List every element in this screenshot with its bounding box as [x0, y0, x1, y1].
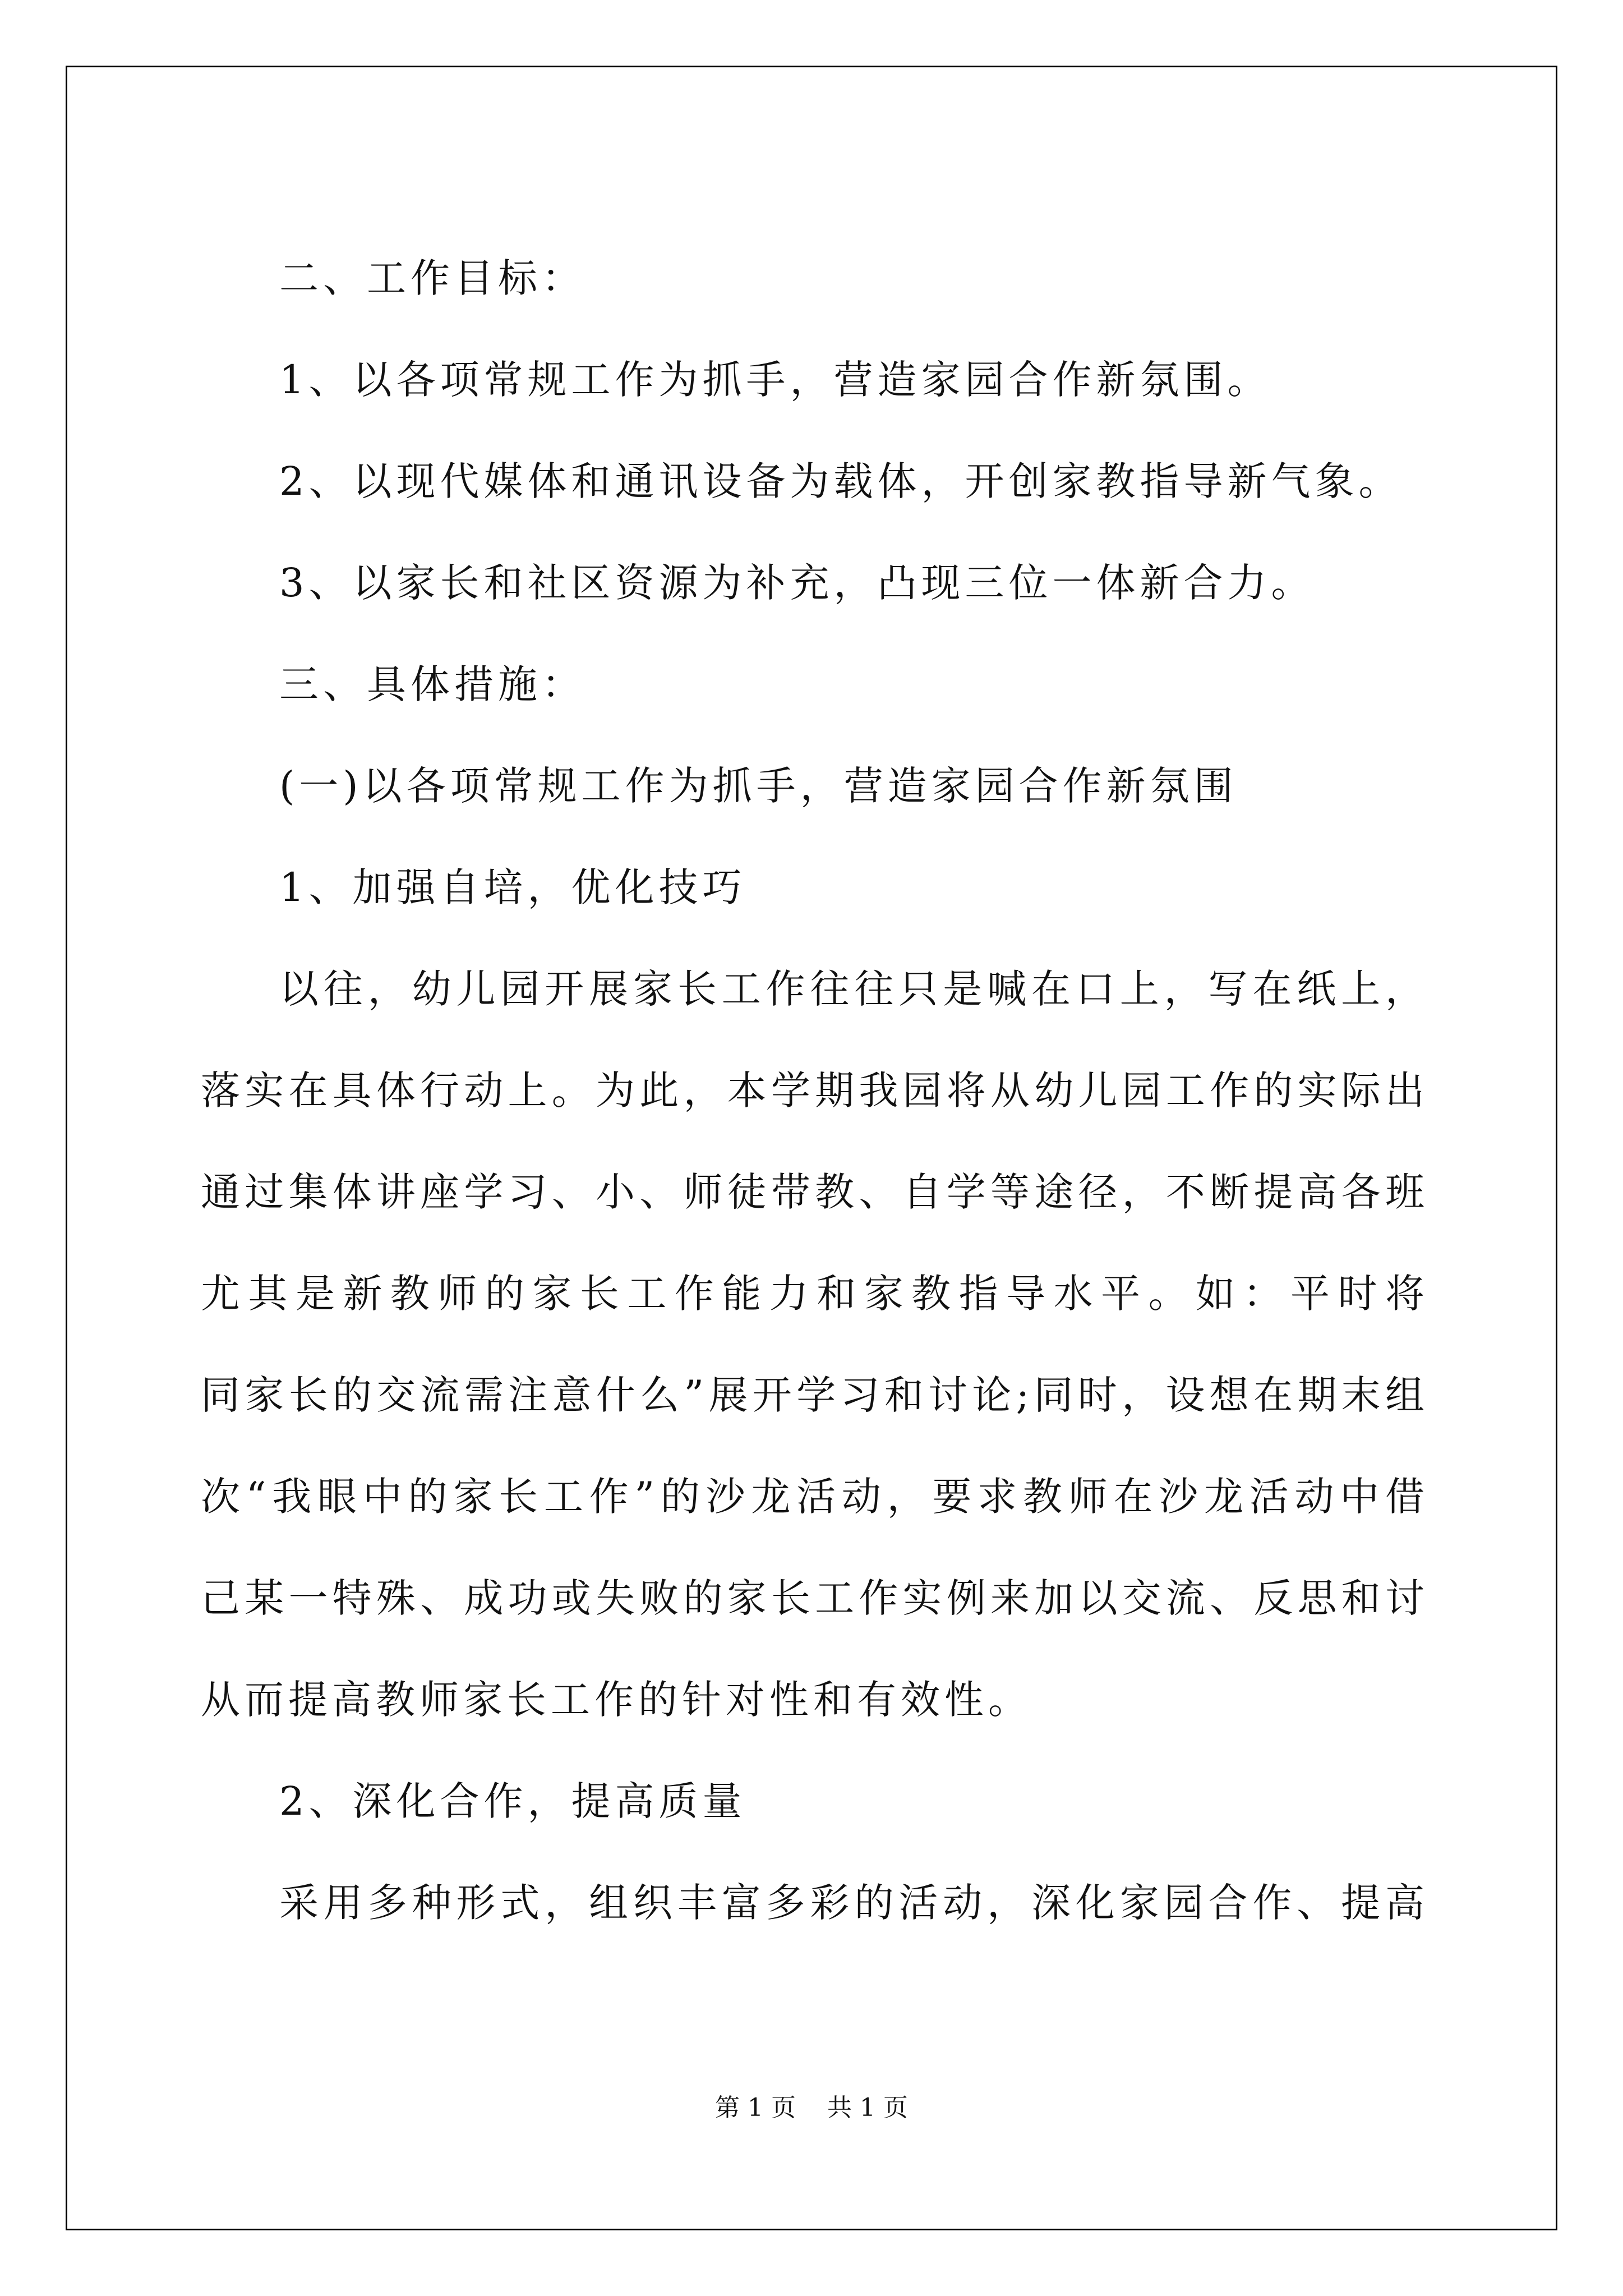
document-body	[201, 228, 1429, 1954]
paragraph-line: 次“我眼中的家长工作”的沙龙活动，要求教师在沙龙活动中借	[201, 1474, 1429, 1520]
paragraph-line: 采用多种形式，组织丰富多彩的活动，深化家园合作、提高	[279, 1880, 1429, 1926]
paragraph-line: 通过集体讲座学习、小、师徒带教、自学等途径，不断提高各班	[201, 1169, 1429, 1215]
paragraph-line: 己某一特殊、成功或失败的家长工作实例来加以交流、反思和讨	[201, 1575, 1429, 1621]
section-heading-measures: 三、具体措施：	[279, 661, 585, 707]
item-heading-1: 1、加强自培，优化技巧	[279, 864, 746, 910]
item-heading-2: 2、深化合作，提高质量	[279, 1778, 746, 1824]
paragraph-line: 同家长的交流需注意什么”展开学习和讨论;同时，设想在期末组	[201, 1372, 1429, 1418]
goal-item-3: 3、以家长和社区资源为补充，凸现三位一体新合力。	[279, 560, 1315, 606]
subsection-heading-1: (一)以各项常规工作为抓手，营造家园合作新氛围	[279, 763, 1238, 809]
paragraph-line: 落实在具体行动上。为此，本学期我园将从幼儿园工作的实际出	[201, 1068, 1429, 1114]
goal-item-1: 1、以各项常规工作为抓手，营造家园合作新氛围。	[279, 357, 1271, 403]
paragraph-line: 尤其是新教师的家长工作能力和家教指导水平。如：平时将	[201, 1271, 1429, 1317]
goal-item-2: 2、以现代媒体和通讯设备为载体，开创家教指导新气象。	[279, 458, 1403, 504]
paragraph-line: 以往，幼儿园开展家长工作往往只是喊在口上，写在纸上，	[279, 966, 1429, 1012]
page-footer: 第 1 页 共 1 页	[715, 2093, 908, 2122]
paragraph-line: 从而提高教师家长工作的针对性和有效性。	[201, 1677, 1032, 1723]
section-heading-goals: 二、工作目标：	[279, 255, 585, 301]
